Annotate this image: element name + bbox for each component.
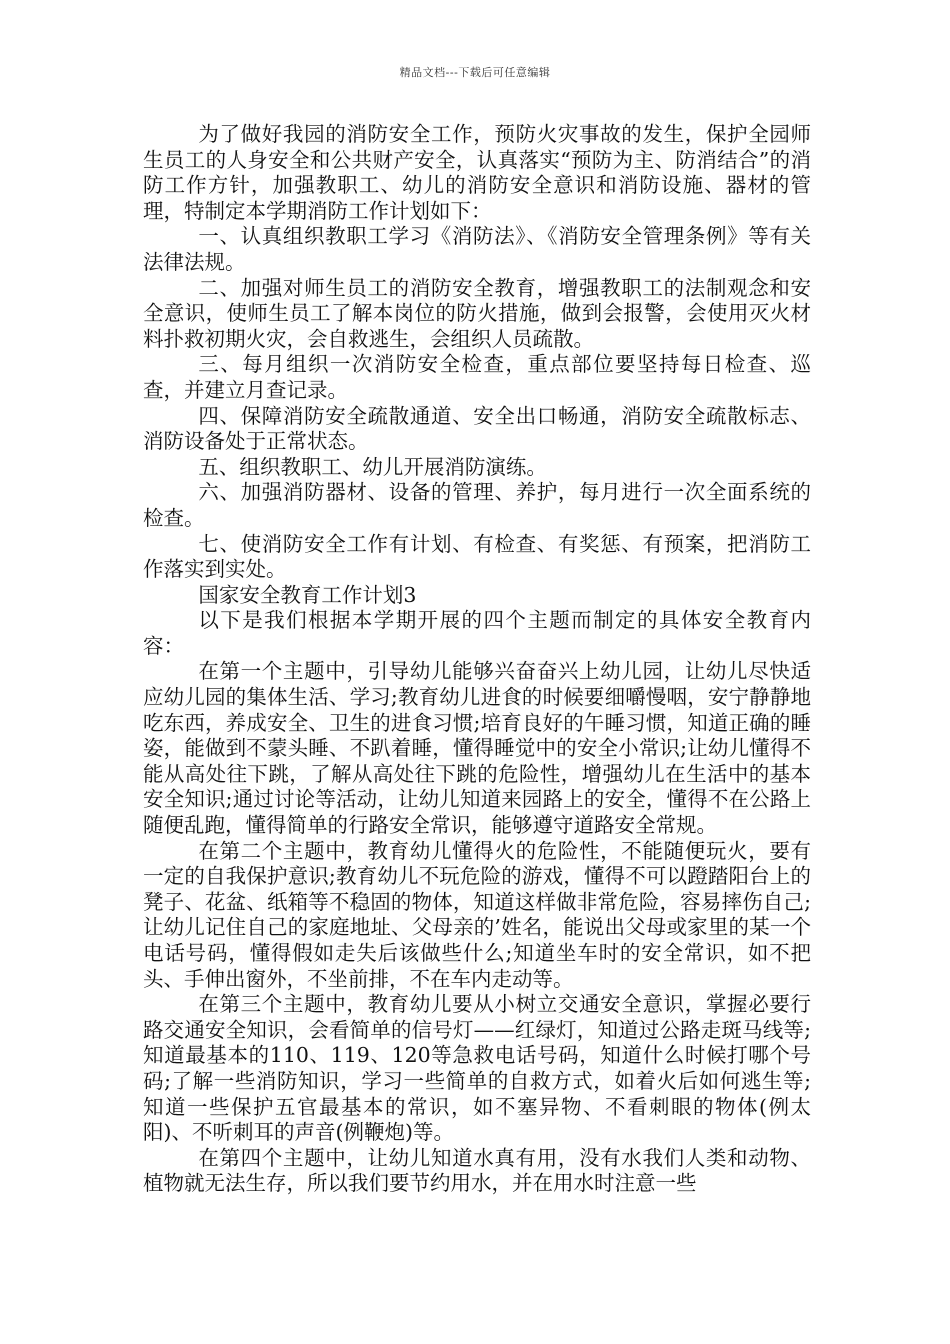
- plan-item-1: 一、认真组织教职工学习《消防法》、《消防安全管理条例》等有关法律法规。: [143, 224, 811, 274]
- page-header: 精品文档---下载后可任意编辑: [399, 66, 551, 79]
- plan-item-5: 五、组织教职工、幼儿开展消防演练。: [198, 454, 547, 479]
- theme-3-paragraph: 在第三个主题中，教育幼儿要从小树立交通安全意识，掌握必要行路交通安全知识，会看简单的信号灯——红绿灯，知道过公路走斑马线等;知道最基本的110、119、120等急救电话号码，知道什么时候打哪个号码;了解一些消防知识，学习一些简单的自救方式，如着火后如何逃生等;知道一些保护五官最基本的常识，如不塞异物、不看刺眼的物体(例太阳)、不听刺耳的声音(例鞭炮)等。: [143, 992, 811, 1145]
- theme-2-paragraph: 在第二个主题中，教育幼儿懂得火的危险性，不能随便玩火，要有一定的自我保护意识;教育幼儿不玩危险的游戏，懂得不可以蹬踏阳台上的凳子、花盆、纸箱等不稳固的物体，知道这样做非常危险，容易摔伤自己;让幼儿记住自己的家庭地址、父母亲的’姓名，能说出父母或家里的某一个电话号码，懂得假如走失后该做些什么;知道坐车时的安全常识，如不把头、手伸出窗外，不坐前排，不在车内走动等。: [143, 838, 811, 991]
- plan-item-7: 七、使消防安全工作有计划、有检查、有奖惩、有预案，把消防工作落实到实处。: [143, 531, 811, 582]
- theme-4-paragraph: 在第四个主题中，让幼儿知道水真有用，没有水我们人类和动物、植物就无法生存，所以我们要节约用水，并在用水时注意一些: [143, 1145, 811, 1196]
- plan-item-2: 二、加强对师生员工的消防安全教育，增强教职工的法制观念和安全意识，使师生员工了解本岗位的防火措施，做到会报警，会使用灭火材料扑救初期火灾，会自救逃生，会组织人员疏散。: [143, 275, 811, 351]
- section-title: 国家安全教育工作计划3: [198, 582, 417, 607]
- plan-item-6: 六、加强消防器材、设备的管理、养护，每月进行一次全面系统的检查。: [143, 480, 811, 530]
- document-body: [143, 122, 811, 1197]
- plan-item-3: 三、每月组织一次消防安全检查，重点部位要坚持每日检查、巡查，并建立月查记录。: [143, 352, 811, 402]
- section-intro: 以下是我们根据本学期开展的四个主题而制定的具体安全教育内容：: [143, 608, 811, 658]
- intro-paragraph: 为了做好我园的消防安全工作，预防火灾事故的发生，保护全园师生员工的人身安全和公共财产安全，认真落实“预防为主、防消结合”的消防工作方针，加强教职工、幼儿的消防安全意识和消防设施、器材的管理，特制定本学期消防工作计划如下：: [143, 122, 811, 223]
- theme-1-paragraph: 在第一个主题中，引导幼儿能够兴奋奋兴上幼儿园，让幼儿尽快适应幼儿园的集体生活、学习;教育幼儿进食的时候要细嚼慢咽，安宁静静地吃东西，养成安全、卫生的进食习惯;培育良好的午睡习惯，知道正确的睡姿，能做到不蒙头睡、不趴着睡，懂得睡觉中的安全小常识;让幼儿懂得不能从高处往下跳，了解从高处往下跳的危险性，增强幼儿在生活中的基本安全知识;通过讨论等活动，让幼儿知道来园路上的安全，懂得不在公路上随便乱跑，懂得简单的行路安全常识，能够遵守道路安全常规。: [143, 659, 811, 838]
- plan-item-4: 四、保障消防安全疏散通道、安全出口畅通，消防安全疏散标志、消防设备处于正常状态。: [143, 403, 811, 454]
